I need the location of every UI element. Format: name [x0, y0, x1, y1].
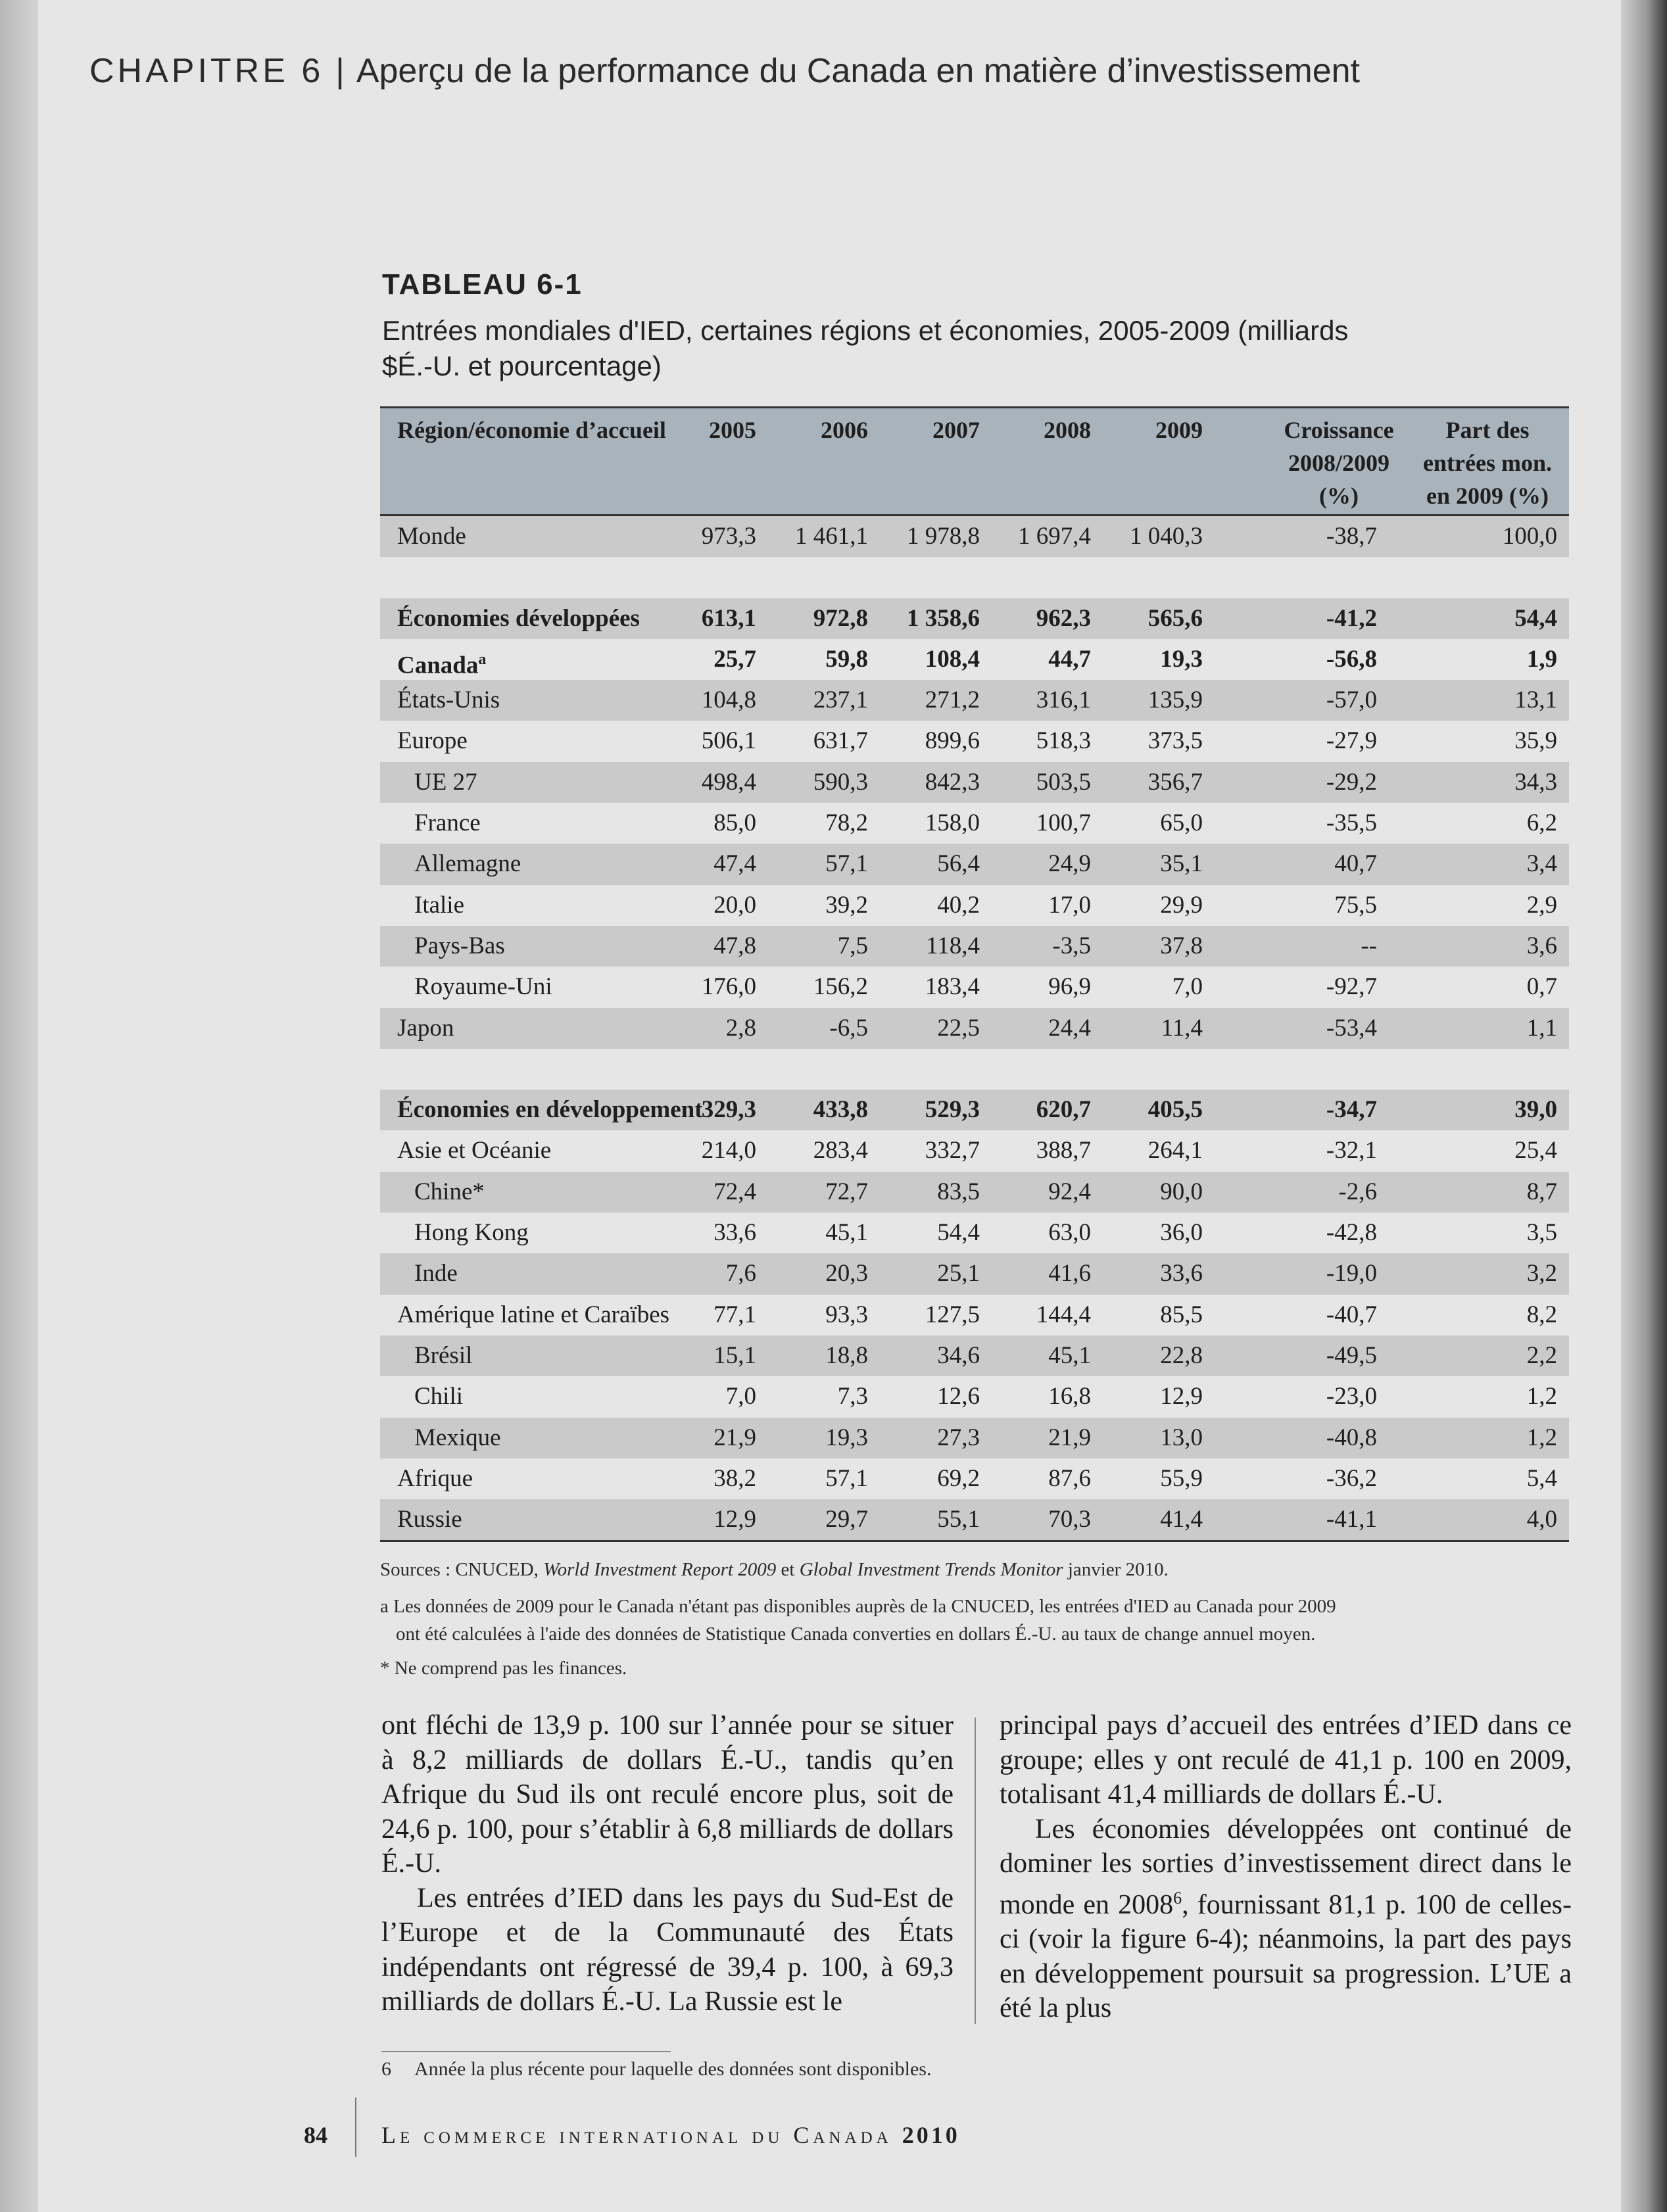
row-value: 2,2: [1526, 1341, 1557, 1369]
col-header-2008: 2008: [1044, 417, 1091, 443]
row-value: 33,6: [713, 1219, 756, 1247]
row-value: 237,1: [813, 686, 868, 714]
row-label: Russie: [397, 1506, 462, 1533]
footnote: [381, 2058, 931, 2080]
row-label-superscript: a: [478, 650, 487, 668]
table-row: [380, 967, 1569, 1007]
table-row: [380, 803, 1569, 844]
row-value: 54,4: [1514, 604, 1557, 632]
row-value: 25,4: [1514, 1137, 1557, 1165]
sources-suffix: janvier 2010.: [1063, 1559, 1169, 1580]
row-value: 55,1: [937, 1506, 980, 1533]
row-value: 156,2: [813, 973, 868, 1001]
body-right-p2-start: Les économies développées ont continué de dominer les sorties d’investissement direct dans le monde en 2008: [1000, 1814, 1572, 1920]
row-value: -56,8: [1326, 645, 1377, 673]
footnote-number: 6: [381, 2058, 391, 2080]
row-value: 75,5: [1334, 891, 1377, 919]
row-value: 506,1: [701, 727, 756, 755]
row-label: Économies en développement: [397, 1096, 703, 1124]
sources-mid: et: [776, 1559, 800, 1580]
row-label: UE 27: [414, 768, 477, 796]
row-value: 503,5: [1036, 768, 1091, 796]
col-header-growth: [1273, 414, 1405, 512]
row-value: 373,5: [1148, 727, 1203, 755]
row-value: 45,1: [825, 1219, 868, 1247]
row-value: -29,2: [1326, 768, 1377, 796]
sources-note: [380, 1556, 1570, 1583]
row-value: 6,2: [1526, 809, 1557, 837]
row-value: 39,2: [825, 891, 868, 919]
row-value: 22,5: [937, 1014, 980, 1042]
row-value: 1 358,6: [907, 604, 980, 632]
table-header: [380, 408, 1569, 516]
row-value: -40,7: [1326, 1301, 1377, 1328]
row-value: -34,7: [1326, 1096, 1377, 1124]
row-value: 19,3: [825, 1424, 868, 1451]
row-value: 38,2: [713, 1464, 756, 1492]
row-value: 40,2: [937, 891, 980, 919]
row-value: 90,0: [1160, 1178, 1203, 1205]
col-header-share: [1410, 414, 1565, 512]
row-value: -40,8: [1326, 1424, 1377, 1451]
row-value: 54,4: [937, 1219, 980, 1247]
fdi-table: [380, 406, 1569, 1542]
row-value: -19,0: [1326, 1260, 1377, 1287]
row-value: 433,8: [813, 1096, 868, 1124]
body-column-left: [381, 1708, 954, 2019]
table-body: [380, 516, 1569, 1540]
row-value: 44,7: [1048, 645, 1091, 673]
row-value: 899,6: [925, 727, 980, 755]
row-value: -42,8: [1326, 1219, 1377, 1247]
row-value: 1,1: [1526, 1014, 1557, 1042]
row-value: 108,4: [925, 645, 980, 673]
row-value: 3,6: [1526, 932, 1557, 959]
row-value: 5,4: [1526, 1464, 1557, 1492]
footnote-ref-6: 6: [1173, 1888, 1182, 1908]
row-value: 972,8: [813, 604, 868, 632]
row-value: 78,2: [825, 809, 868, 837]
row-value: 72,4: [713, 1178, 756, 1205]
row-value: 135,9: [1148, 686, 1203, 714]
row-value: 631,7: [813, 727, 868, 755]
row-value: 3,5: [1526, 1219, 1557, 1247]
row-value: 1 978,8: [907, 523, 980, 550]
row-label: Monde: [397, 523, 466, 550]
row-value: 529,3: [925, 1096, 980, 1124]
table-row: [380, 1335, 1569, 1376]
row-value: 1 697,4: [1018, 523, 1091, 550]
row-value: -38,7: [1326, 523, 1377, 550]
page-number: 84: [304, 2122, 327, 2148]
page-left-edge: [0, 0, 38, 2212]
row-value: 1,2: [1526, 1383, 1557, 1410]
row-value: 11,4: [1161, 1014, 1203, 1042]
row-value: 183,4: [925, 973, 980, 1001]
row-value: -3,5: [1052, 932, 1091, 959]
row-value: 144,4: [1036, 1301, 1091, 1328]
row-value: 29,9: [1160, 891, 1203, 919]
row-value: 100,0: [1502, 523, 1557, 550]
row-value: 1 461,1: [795, 523, 868, 550]
row-label: Inde: [414, 1260, 458, 1287]
table-row: [380, 762, 1569, 803]
row-value: 45,1: [1048, 1341, 1091, 1369]
row-value: 20,0: [713, 891, 756, 919]
row-value: 356,7: [1148, 768, 1203, 796]
row-value: 24,4: [1048, 1014, 1091, 1042]
row-value: 92,4: [1048, 1178, 1091, 1205]
row-label: Hong Kong: [414, 1219, 529, 1247]
running-footer: [381, 2121, 960, 2149]
body-left-paragraph-1: ont fléchi de 13,9 p. 100 sur l’année pour se situer à 8,2 milliards de dollars É.-U., tandis qu’en Afrique du Sud ils ont reculé encore plus, soit de 24,6 p. 100, pour s’établir à 6,8 milliards de dollars É.-U.: [381, 1710, 954, 1879]
row-value: 176,0: [701, 973, 756, 1001]
row-value: 4,0: [1526, 1506, 1557, 1533]
table-row: [380, 1008, 1569, 1049]
row-value: 35,9: [1514, 727, 1557, 755]
row-value: 104,8: [701, 686, 756, 714]
row-value: 93,3: [825, 1301, 868, 1328]
note-star: * Ne comprend pas les finances.: [380, 1658, 627, 1679]
row-value: 55,9: [1160, 1464, 1203, 1492]
row-value: 271,2: [925, 686, 980, 714]
row-label: Mexique: [414, 1424, 501, 1451]
row-value: 96,9: [1048, 973, 1091, 1001]
row-value: 15,1: [713, 1341, 756, 1369]
row-value: 40,7: [1334, 850, 1377, 878]
footnote-rule: [381, 2051, 671, 2052]
column-divider: [975, 1718, 976, 2024]
note-a-line2: ont été calculées à l'aide des données de Statistique Canada converties en dollars É.-U. au taux de change annuel moyen.: [396, 1623, 1316, 1645]
row-value: 118,4: [926, 932, 980, 959]
row-value: 158,0: [925, 809, 980, 837]
table-row: [380, 721, 1569, 761]
table-title: Entrées mondiales d'IED, certaines régions et économies, 2005-2009 (milliards $É.-U. et pourcentage): [382, 315, 1349, 381]
row-value: 590,3: [813, 768, 868, 796]
row-value: 332,7: [925, 1137, 980, 1165]
row-value: 613,1: [701, 604, 756, 632]
row-value: 7,0: [1172, 973, 1203, 1001]
row-value: 842,3: [925, 768, 980, 796]
row-value: 56,4: [937, 850, 980, 878]
row-value: 20,3: [825, 1260, 868, 1287]
row-value: -23,0: [1326, 1383, 1377, 1410]
row-label: Brésil: [414, 1341, 473, 1369]
row-value: 65,0: [1160, 809, 1203, 837]
table-row: [380, 1295, 1569, 1335]
row-label: Afrique: [397, 1464, 473, 1492]
row-value: 12,6: [937, 1383, 980, 1410]
row-value: 973,3: [701, 523, 756, 550]
book-spine-shadow: [1621, 0, 1667, 2212]
chapter-label: CHAPITRE 6: [89, 52, 324, 90]
row-label: États-Unis: [397, 686, 500, 714]
row-value: 12,9: [1160, 1383, 1203, 1410]
col-header-2006: 2006: [821, 417, 868, 443]
chapter-header: [89, 51, 1360, 91]
col-header-region: Région/économie d’accueil: [397, 417, 666, 443]
row-value: 37,8: [1160, 932, 1203, 959]
row-value: -2,6: [1338, 1178, 1377, 1205]
col-header-2007: 2007: [932, 417, 980, 443]
row-value: -41,2: [1326, 604, 1377, 632]
row-value: -32,1: [1326, 1137, 1377, 1165]
row-value: 19,3: [1160, 645, 1203, 673]
row-value: 13,1: [1514, 686, 1557, 714]
row-value: 8,2: [1526, 1301, 1557, 1328]
row-label: Chine*: [414, 1178, 485, 1205]
table-row: [380, 1130, 1569, 1171]
table-row: [380, 516, 1569, 557]
table-row: [380, 680, 1569, 721]
row-value: 87,6: [1048, 1464, 1091, 1492]
footer-divider: [355, 2098, 356, 2157]
row-value: --: [1361, 932, 1377, 959]
row-value: -6,5: [829, 1014, 868, 1042]
row-value: 316,1: [1036, 686, 1091, 714]
row-value: 36,0: [1160, 1219, 1203, 1247]
sources-pub1: World Investment Report 2009: [543, 1559, 777, 1580]
table-row: [380, 1458, 1569, 1499]
table-label: TABLEAU 6-1: [382, 268, 583, 301]
sources-pub2: Global Investment Trends Monitor: [799, 1559, 1063, 1580]
table-row: [380, 1376, 1569, 1417]
row-label: Japon: [397, 1014, 454, 1042]
row-value: 1,9: [1526, 645, 1557, 673]
row-value: 85,0: [713, 809, 756, 837]
table-spacer-row: [380, 1049, 1569, 1090]
row-value: -92,7: [1326, 973, 1377, 1001]
row-value: -35,5: [1326, 809, 1377, 837]
table-row: [380, 598, 1569, 639]
row-value: 0,7: [1526, 973, 1557, 1001]
row-value: 29,7: [825, 1506, 868, 1533]
row-value: 57,1: [825, 850, 868, 878]
col-header-growth-l1: Croissance: [1284, 417, 1394, 443]
row-label: Allemagne: [414, 850, 521, 878]
table-row: [380, 1418, 1569, 1458]
row-value: 18,8: [825, 1341, 868, 1369]
row-value: 13,0: [1160, 1424, 1203, 1451]
row-value: 69,2: [937, 1464, 980, 1492]
table-row: [380, 1172, 1569, 1213]
row-label: Europe: [397, 727, 468, 755]
body-right-paragraph-2: [1000, 1812, 1572, 2026]
table-row: [380, 639, 1569, 680]
row-value: 565,6: [1148, 604, 1203, 632]
row-label: Amérique latine et Caraïbes: [397, 1301, 670, 1328]
footnote-text: Année la plus récente pour laquelle des données sont disponibles.: [414, 2058, 932, 2080]
table-notes: [380, 1556, 1570, 1682]
col-header-share-l3: en 2009 (%): [1426, 483, 1549, 509]
row-value: 7,0: [725, 1383, 756, 1410]
row-value: 25,7: [713, 645, 756, 673]
col-header-growth-l3: (%): [1319, 483, 1359, 509]
row-value: 35,1: [1160, 850, 1203, 878]
row-label: Pays-Bas: [414, 932, 505, 959]
row-value: -49,5: [1326, 1341, 1377, 1369]
row-value: 100,7: [1036, 809, 1091, 837]
row-value: 21,9: [713, 1424, 756, 1451]
row-value: 214,0: [701, 1137, 756, 1165]
row-value: -36,2: [1326, 1464, 1377, 1492]
row-value: 264,1: [1148, 1137, 1203, 1165]
col-header-share-l2: entrées mon.: [1423, 450, 1552, 476]
row-value: 72,7: [825, 1178, 868, 1205]
row-value: 3,2: [1526, 1260, 1557, 1287]
row-value: 63,0: [1048, 1219, 1091, 1247]
row-value: 2,9: [1526, 891, 1557, 919]
row-value: 85,5: [1160, 1301, 1203, 1328]
table-row: [380, 1499, 1569, 1540]
row-value: -53,4: [1326, 1014, 1377, 1042]
row-value: 41,4: [1160, 1506, 1203, 1533]
row-value: -41,1: [1326, 1506, 1377, 1533]
col-header-share-l1: Part des: [1445, 417, 1530, 443]
table-row: [380, 926, 1569, 967]
row-value: 57,1: [825, 1464, 868, 1492]
row-value: 39,0: [1514, 1096, 1557, 1124]
row-value: 8,7: [1526, 1178, 1557, 1205]
row-value: 620,7: [1036, 1096, 1091, 1124]
row-value: 7,3: [837, 1383, 868, 1410]
table-row: [380, 844, 1569, 884]
running-title: Le commerce international du Canada: [381, 2122, 892, 2148]
col-header-2009: 2009: [1155, 417, 1203, 443]
body-right-p2-end: , fournissant 81,1 p. 100 de celles-ci (voir la figure 6-4); néanmoins, la part des pays en développement poursuit sa progression. L’UE a été la plus: [1000, 1889, 1572, 2023]
row-value: 24,9: [1048, 850, 1091, 878]
row-value: 962,3: [1036, 604, 1091, 632]
row-value: 59,8: [825, 645, 868, 673]
row-value: 77,1: [713, 1301, 756, 1328]
row-value: 25,1: [937, 1260, 980, 1287]
row-value: 498,4: [701, 768, 756, 796]
row-value: 17,0: [1048, 891, 1091, 919]
table-row: [380, 1213, 1569, 1253]
table-row: [380, 1090, 1569, 1130]
col-header-growth-l2: 2008/2009: [1288, 450, 1389, 476]
row-value: 21,9: [1048, 1424, 1091, 1451]
row-value: 1,2: [1526, 1424, 1557, 1451]
row-value: 7,6: [725, 1260, 756, 1287]
row-value: 2,8: [725, 1014, 756, 1042]
row-value: -57,0: [1326, 686, 1377, 714]
row-value: 34,6: [937, 1341, 980, 1369]
row-value: 83,5: [937, 1178, 980, 1205]
row-value: 47,8: [713, 932, 756, 959]
row-value: 41,6: [1048, 1260, 1091, 1287]
row-value: 405,5: [1148, 1096, 1203, 1124]
body-column-right: [1000, 1708, 1572, 2026]
sources-prefix: Sources : CNUCED,: [380, 1559, 544, 1580]
running-year: 2010: [902, 2122, 960, 2148]
row-value: 22,8: [1160, 1341, 1203, 1369]
row-value: -27,9: [1326, 727, 1377, 755]
row-label: France: [414, 809, 481, 837]
row-value: 518,3: [1036, 727, 1091, 755]
table-spacer-row: [380, 557, 1569, 598]
body-left-paragraph-2: Les entrées d’IED dans les pays du Sud-Est de l’Europe et de la Communauté des États indépendants ont régressé de 39,4 p. 100, à 69,3 milliards de dollars É.-U. La Russie est le: [381, 1883, 954, 2017]
row-label: Asie et Océanie: [397, 1137, 552, 1165]
note-a-line1: a Les données de 2009 pour le Canada n'étant pas disponibles auprès de la CNUCED, les entrées d'IED au Canada pour 2009: [380, 1596, 1336, 1617]
table-row: [380, 885, 1569, 926]
row-value: 1 040,3: [1130, 523, 1203, 550]
row-value: 12,9: [713, 1506, 756, 1533]
row-value: 34,3: [1514, 768, 1557, 796]
chapter-title: Aperçu de la performance du Canada en matière d’investissement: [356, 52, 1360, 90]
row-label: Canada$^a$: [397, 650, 487, 679]
row-value: 127,5: [925, 1301, 980, 1328]
row-value: 329,3: [701, 1096, 756, 1124]
row-value: 388,7: [1036, 1137, 1091, 1165]
row-value: 7,5: [837, 932, 868, 959]
row-label: Royaume-Uni: [414, 973, 552, 1001]
row-value: 283,4: [813, 1137, 868, 1165]
row-value: 27,3: [937, 1424, 980, 1451]
row-value: 3,4: [1526, 850, 1557, 878]
row-value: 47,4: [713, 850, 756, 878]
row-value: 16,8: [1048, 1383, 1091, 1410]
row-value: 33,6: [1160, 1260, 1203, 1287]
table-row: [380, 1253, 1569, 1294]
col-header-2005: 2005: [709, 417, 756, 443]
row-label: Italie: [414, 891, 465, 919]
row-label: Économies développées: [397, 604, 640, 632]
chapter-separator: |: [335, 52, 345, 90]
row-value: 70,3: [1048, 1506, 1091, 1533]
row-label: Chili: [414, 1383, 464, 1410]
body-right-paragraph-1: principal pays d’accueil des entrées d’IED dans ce groupe; elles y ont reculé de 41,1 p. 100 en 2009, totalisant 41,4 milliards de dollars É.-U.: [1000, 1710, 1572, 1810]
